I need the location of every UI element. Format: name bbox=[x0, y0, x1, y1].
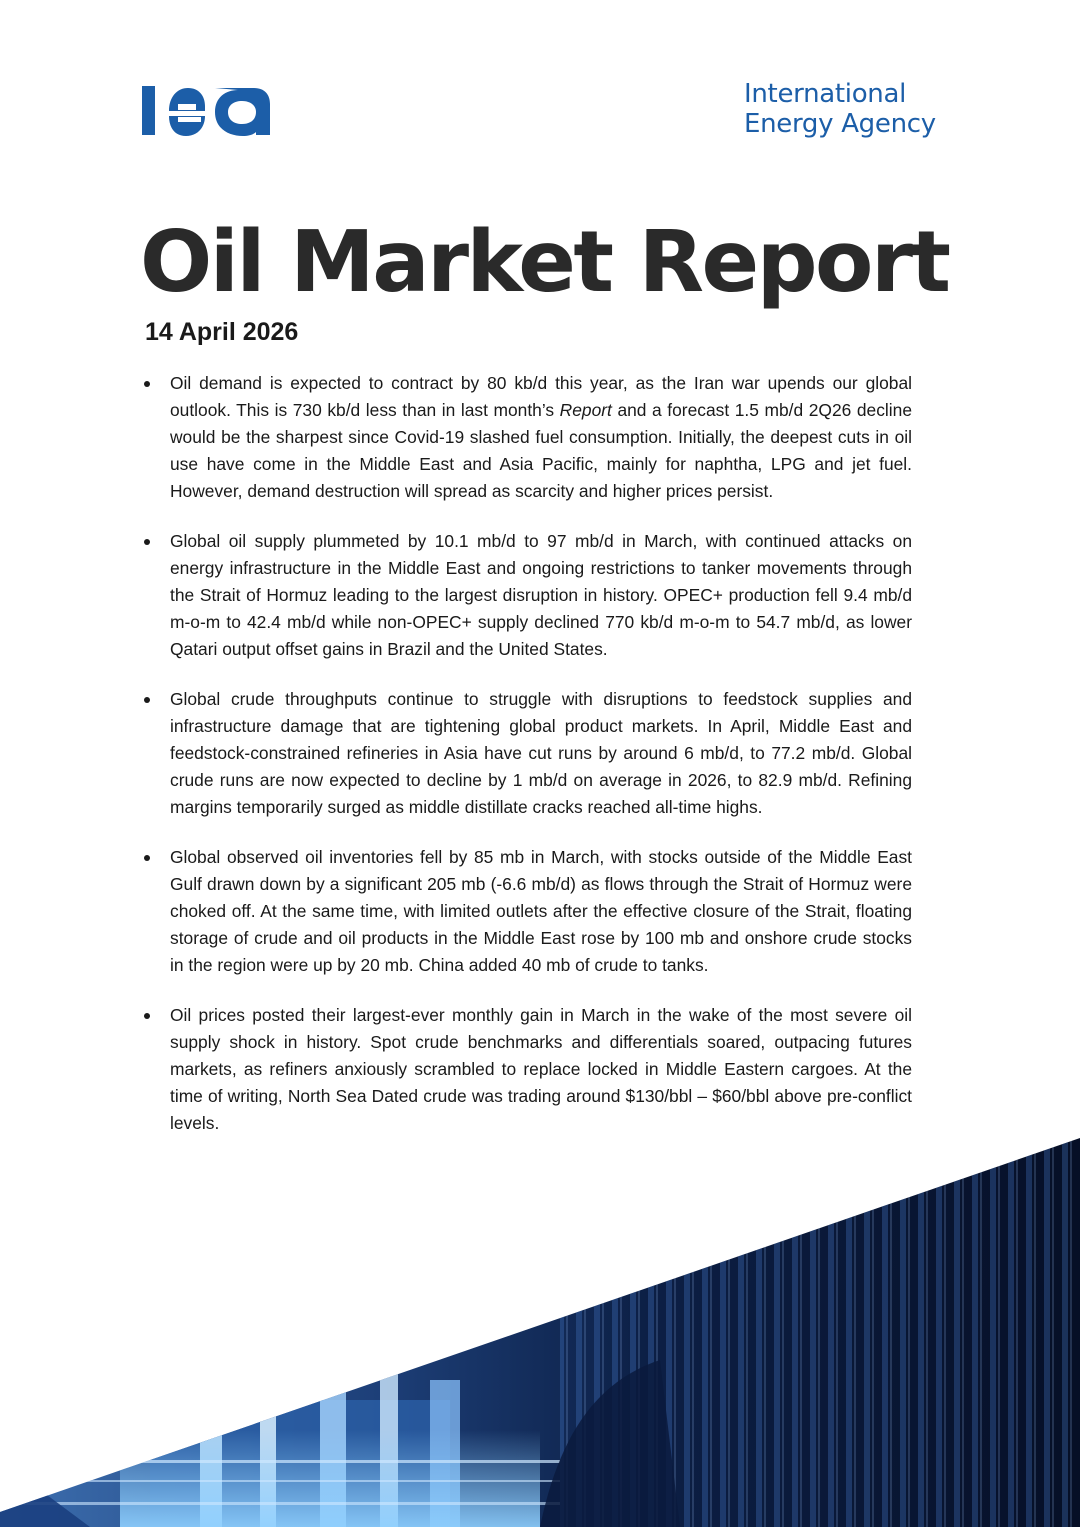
highlight-text: Oil prices posted their largest-ever monthly gain in March in the wake of the most severe oil supply shock in history. Spot crude benchmarks and differentials soared, outpacing futures markets, as refiners anxiously scrambled to replace locked in Middle Eastern cargoes. At the time of writing, North Sea Dated crude was trading around $130/bbl – $60/bbl above pre-conflict levels. bbox=[170, 1005, 912, 1133]
iea-logo-icon bbox=[142, 80, 272, 140]
highlight-item-refining bbox=[142, 686, 912, 821]
agency-name-line-2: Energy Agency bbox=[744, 109, 936, 139]
bullet-dot bbox=[144, 697, 150, 703]
report-title: Oil Market Report bbox=[140, 213, 949, 312]
refinery-night-photo bbox=[0, 1130, 1080, 1527]
highlight-text-tail: and a forecast 1.5 mb/d 2Q26 decline would be the sharpest since Covid-19 slashed fuel consumption. Initially, the deepest cuts in oil use have come in the Middle East and Asia Pacific, mainly for naphtha, LPG and jet fuel. However, demand destruction will spread as scarcity and higher prices persist. bbox=[170, 400, 912, 501]
report-date: 14 April 2026 bbox=[145, 318, 299, 346]
bullet-dot bbox=[144, 539, 150, 545]
highlight-emphasis: Report bbox=[559, 400, 612, 420]
highlight-item-prices bbox=[142, 1002, 912, 1137]
agency-name bbox=[744, 79, 974, 139]
highlight-text: Oil demand is expected to contract by 80 kb/d this year, as the Iran war upends our global outlook. This is 730 kb/d less than in last month’s bbox=[170, 373, 912, 420]
highlight-text: Global oil supply plummeted by 10.1 mb/d to 97 mb/d in March, with continued attacks on energy infrastructure in the Middle East and ongoing restrictions to tanker movements through the Strait of Hormuz leading to the largest disruption in history. OPEC+ production fell 9.4 mb/d m-o-m to 42.4 mb/d while non-OPEC+ supply declined 770 kb/d m-o-m to 54.7 mb/d, as lower Qatari output offset gains in Brazil and the United States. bbox=[170, 531, 912, 659]
highlight-text: Global observed oil inventories fell by 85 mb in March, with stocks outside of the Middle East Gulf drawn down by a significant 205 mb (-6.6 mb/d) as flows through the Strait of Hormuz were choked off. At the same time, with limited outlets after the effective closure of the Strait, floating storage of crude and oil products in the Middle East rose by 100 mb and onshore crude stocks in the region were up by 20 mb. China added 40 mb of crude to tanks. bbox=[170, 847, 912, 975]
agency-name-line-1: International bbox=[744, 79, 907, 109]
highlight-item-demand bbox=[142, 370, 912, 505]
bullet-dot bbox=[144, 855, 150, 861]
bullet-dot bbox=[144, 1013, 150, 1019]
highlight-text: Global crude throughputs continue to struggle with disruptions to feedstock supplies and infrastructure damage that are tightening global product markets. In April, Middle East and feedstock-constrained refineries in Asia have cut runs by around 6 mb/d, to 77.2 mb/d. Global crude runs are now expected to decline by 1 mb/d on average in 2026, to 82.9 mb/d. Refining margins temporarily surged as middle distillate cracks reached all-time highs. bbox=[170, 689, 912, 817]
bullet-dot bbox=[144, 381, 150, 387]
highlight-item-inventories bbox=[142, 844, 912, 979]
highlights-list bbox=[142, 370, 912, 1160]
highlight-item-supply bbox=[142, 528, 912, 663]
